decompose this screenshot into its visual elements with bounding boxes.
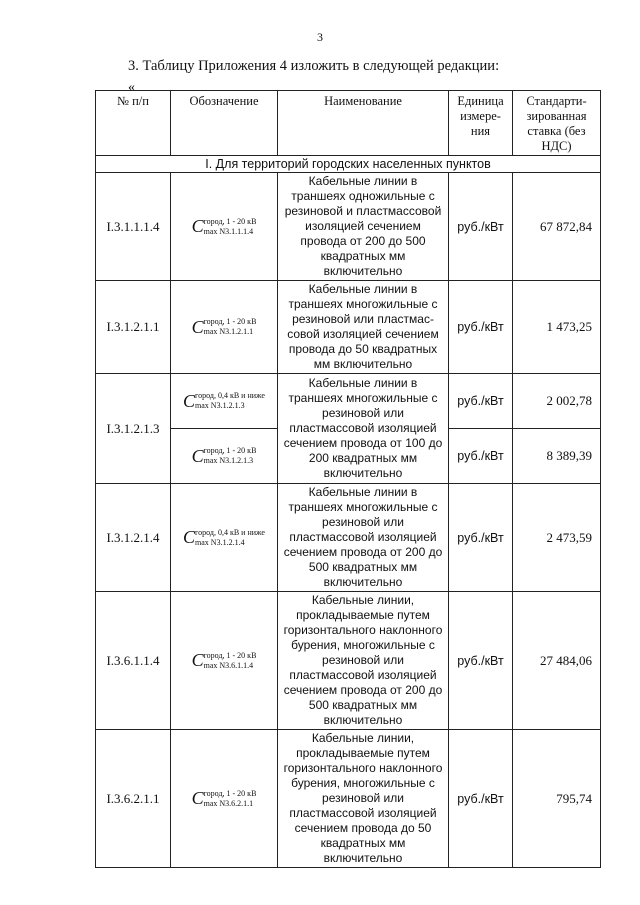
- page-number: 3: [317, 30, 323, 44]
- row-code: I.3.6.1.1.4: [96, 592, 171, 730]
- row-designation: [171, 592, 278, 730]
- table-row: [96, 484, 601, 592]
- header-name: Наименование: [278, 91, 449, 156]
- header-num: № п/п: [96, 91, 171, 156]
- formula-symbol: C город, 1 - 20 кВ max N3.1.2.1.1: [191, 316, 257, 337]
- table-row: [96, 281, 601, 374]
- header-rate: Стандарти-зированная ставка (без НДС): [513, 91, 601, 156]
- formula-symbol: C город, 1 - 20 кВ max N3.1.1.1.4: [191, 216, 257, 236]
- row-rate: 1 473,25: [513, 281, 601, 374]
- row-designation: [171, 281, 278, 374]
- row-rate: 795,74: [513, 730, 601, 868]
- tariff-table: [95, 90, 601, 868]
- row-designation: [171, 429, 278, 484]
- formula-symbol: C город, 0,4 кВ и ниже max N3.1.2.1.3: [183, 390, 265, 411]
- row-unit: руб./кВт: [449, 281, 513, 374]
- row-designation: [171, 374, 278, 429]
- formula-symbol: C город, 0,4 кВ и ниже max N3.1.2.1.4: [183, 527, 265, 547]
- formula-symbol: C город, 1 - 20 кВ max N3.6.1.1.4: [191, 650, 257, 670]
- row-code: I.3.1.2.1.4: [96, 484, 171, 592]
- row-unit: руб./кВт: [449, 592, 513, 730]
- page-heading: 3. Таблицу Приложения 4 изложить в следующей редакции:: [128, 58, 500, 74]
- row-unit: руб./кВт: [449, 730, 513, 868]
- row-name: Кабельные линии, прокладываемые путем горизонтального наклонного бурения, многожильные с резиновой или пластмассовой изоляцией сечением провода до 50 квадратных мм включительно: [278, 730, 449, 868]
- section-title: I. Для территорий городских населенных пунктов: [96, 156, 601, 173]
- row-designation: [171, 484, 278, 592]
- header-unit: Единица измере-ния: [449, 91, 513, 156]
- row-rate: 67 872,84: [513, 173, 601, 281]
- row-unit: руб./кВт: [449, 374, 513, 429]
- row-name: Кабельные линии в траншеях многожильные с резиновой или пластмассовой изоляцией сечением провода от 200 до 500 квадратных мм включительно: [278, 484, 449, 592]
- row-name: Кабельные линии в траншеях одножильные с резиновой и пластмассовой изоляцией сечением провода от 200 до 500 квадратных мм включительно: [278, 173, 449, 281]
- row-unit: руб./кВт: [449, 484, 513, 592]
- row-designation: [171, 730, 278, 868]
- row-rate: 27 484,06: [513, 592, 601, 730]
- row-code: I.3.1.1.1.4: [96, 173, 171, 281]
- row-name: Кабельные линии в траншеях многожильные с резиновой или пластмас-совой изоляцией сечением провода до 50 квадратных мм включительно: [278, 281, 449, 374]
- row-rate: 2 473,59: [513, 484, 601, 592]
- row-code: I.3.6.2.1.1: [96, 730, 171, 868]
- row-designation: [171, 173, 278, 281]
- row-name: Кабельные линии в траншеях многожильные с резиновой или пластмассовой изоляцией сечением провода от 100 до 200 квадратных мм включительно: [278, 374, 449, 484]
- table-row: [96, 730, 601, 868]
- opening-quote-mark: «: [128, 80, 135, 95]
- table-header-row: [96, 91, 601, 156]
- row-rate: 2 002,78: [513, 374, 601, 429]
- table-row: [96, 374, 601, 429]
- row-code: I.3.1.2.1.3: [96, 374, 171, 484]
- formula-symbol: C город, 1 - 20 кВ max N3.6.2.1.1: [191, 788, 257, 808]
- table-row: [96, 592, 601, 730]
- row-rate: 8 389,39: [513, 429, 601, 484]
- formula-symbol: C город, 1 - 20 кВ max N3.1.2.1.3: [191, 445, 257, 466]
- header-designation: Обозначение: [171, 91, 278, 156]
- row-unit: руб./кВт: [449, 173, 513, 281]
- row-name: Кабельные линии, прокладываемые путем горизонтального наклонного бурения, многожильные с резиновой или пластмассовой изоляцией сечением провода от 200 до 500 квадратных мм включительно: [278, 592, 449, 730]
- table-row: [96, 173, 601, 281]
- section-row: [96, 156, 601, 173]
- row-code: I.3.1.2.1.1: [96, 281, 171, 374]
- row-unit: руб./кВт: [449, 429, 513, 484]
